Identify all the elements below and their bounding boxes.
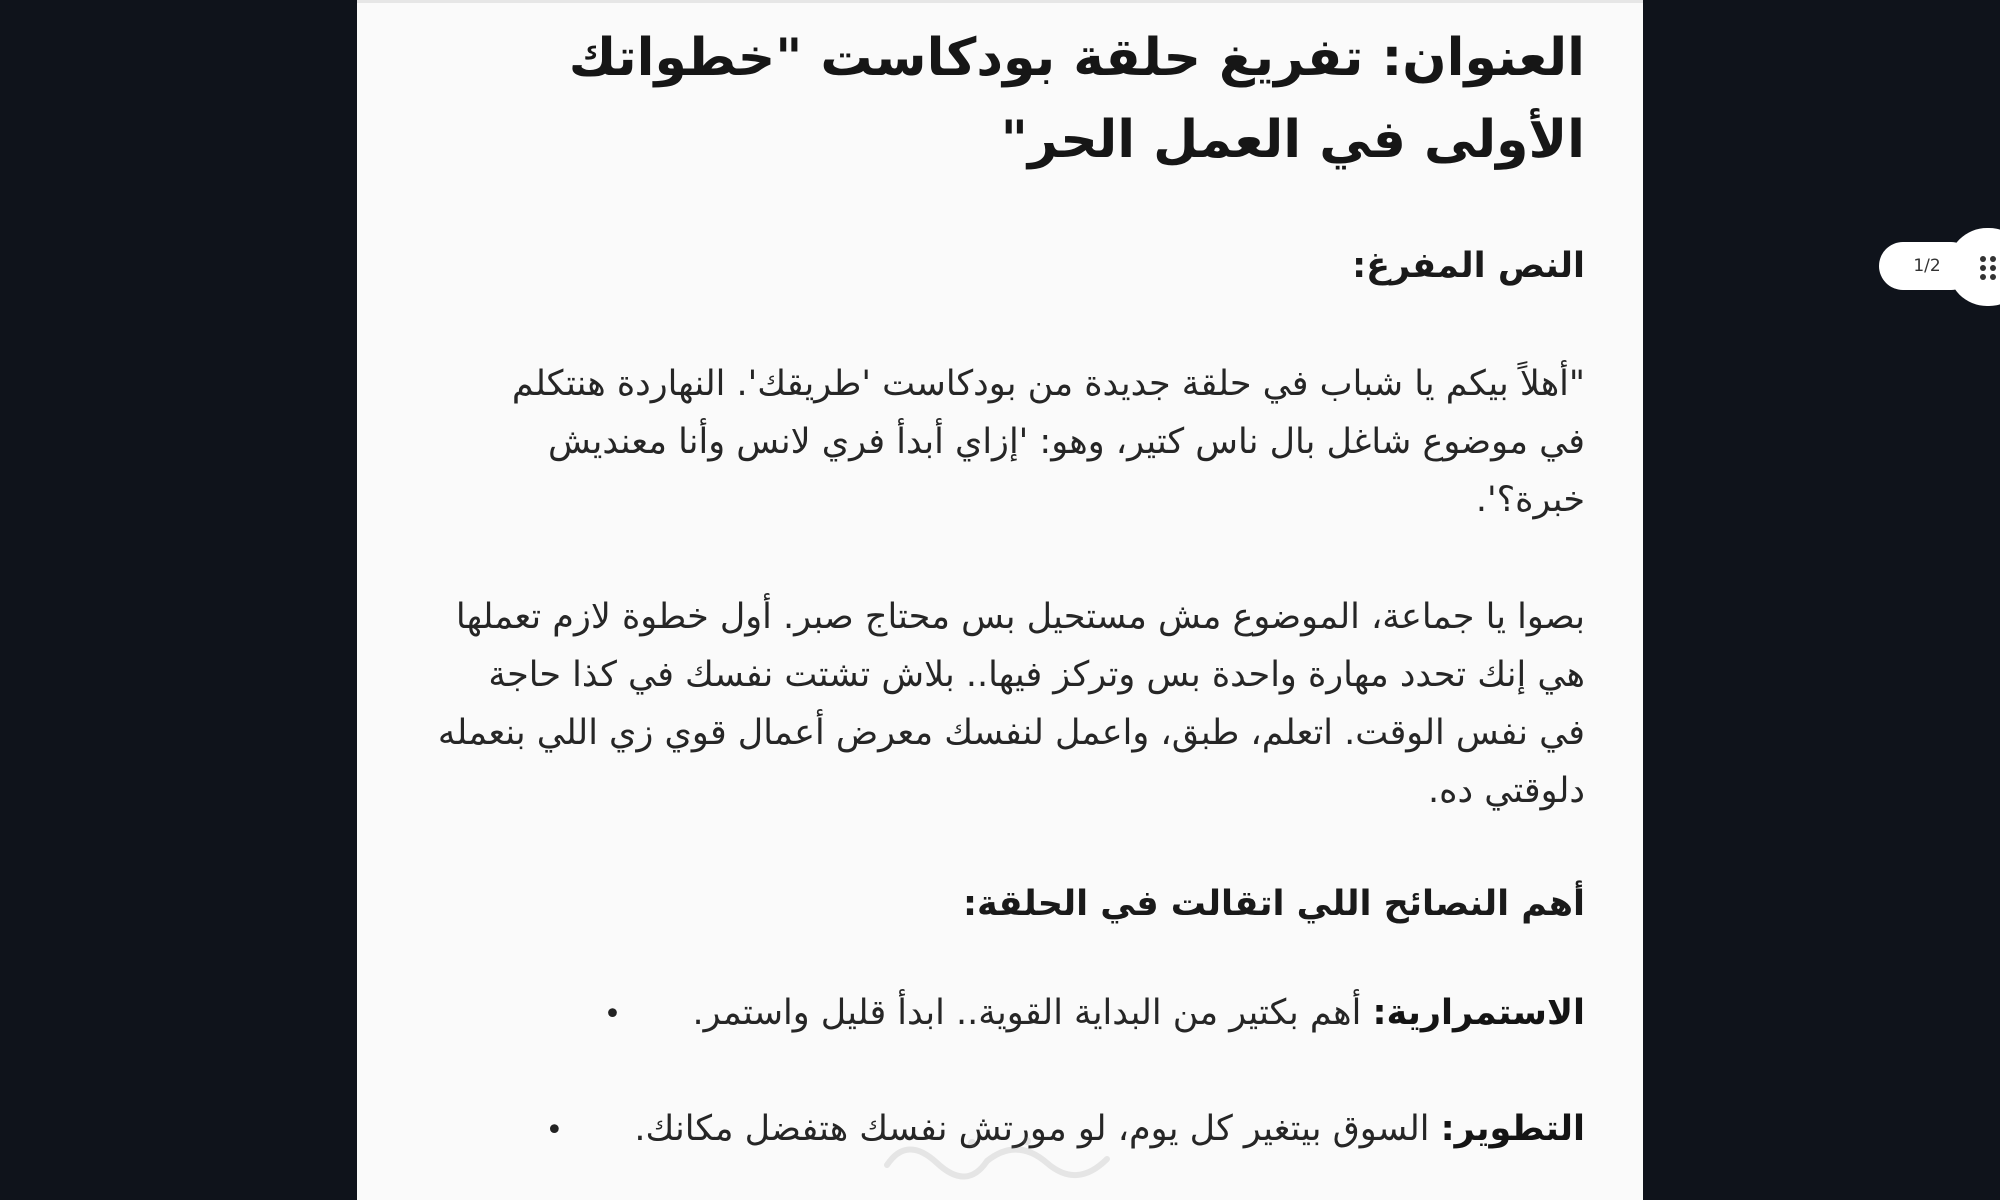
document-page [357,0,1643,1200]
paragraph-body: بصوا يا جماعة، الموضوع مش مستحيل بس محتاج صبر. أول خطوة لازم تعملها هي إنك تحدد مهارة واحدة بس وتركز فيها.. بلاش تشتت نفسك في كذا حاجة في نفس الوقت. اتعلم، طبق، واعمل لنفسك معرض أعمال قوي زي اللي بنعمله دلوقتي ده. [437,597,1585,811]
tip-text: السوق بيتغير كل يوم، لو مورتش نفسك هتفضل مكانك. [634,1109,1441,1149]
paragraph-intro: "أهلاً بيكم يا شباب في حلقة جديدة من بودكاست 'طريقك'. النهاردة هنتكلم في موضوع شاغل بال ناس كتير، وهو: 'إزاي أبدأ فري لانس وأنا معنديش خبرة؟'. [511,364,1585,520]
page-counter: 1/2 [1879,242,1975,290]
section-label: النص المفرغ: [1352,246,1585,286]
tips-heading: أهم النصائح اللي اتقالت في الحلقة: [963,884,1585,924]
watermark-logo-icon [877,1125,1117,1185]
document-title: العنوان: تفريغ حلقة بودكاست "خطواتك الأولى في العمل الحر" [568,28,1585,170]
tip-title: الاستمرارية: [1372,993,1585,1033]
bullet-icon: • [545,1113,564,1148]
side-panel-handle[interactable] [1948,228,2000,306]
tip-text: أهم بكتير من البداية القوية.. ابدأ قليل واستمر. [692,993,1373,1033]
drag-handle-icon [1978,254,1998,282]
bullet-icon: • [603,997,622,1032]
tip-title: التطوير: [1440,1109,1585,1149]
list-item [485,988,1585,1040]
